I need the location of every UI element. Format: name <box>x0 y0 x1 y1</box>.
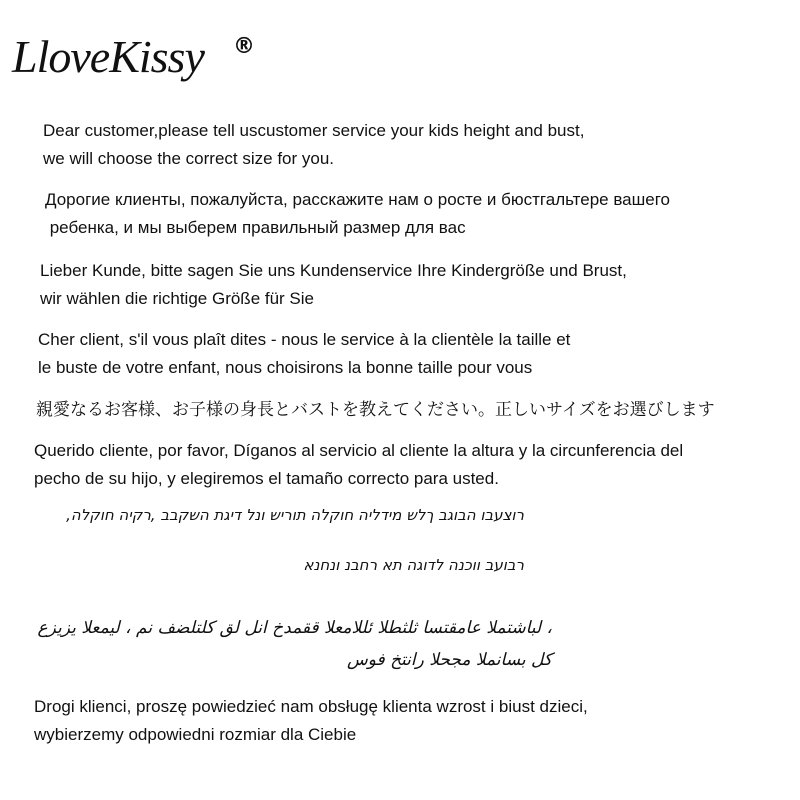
message-line: pecho de su hijo, y elegiremos el tamaño correcto para usted. <box>34 469 499 488</box>
message-line: Dear customer,please tell uscustomer service your kids height and bust, <box>43 121 585 140</box>
message-line: wir wählen die richtige Größe für Sie <box>40 289 315 308</box>
message-line: wybierzemy odpowiedni rozmiar dla Ciebie <box>34 725 357 744</box>
message-line: we will choose the correct size for you. <box>43 149 335 168</box>
message-line: Cher client, s'il vous plaît dites - nous le service à la clientèle la taille et <box>38 330 571 349</box>
registered-trademark-icon: ® <box>233 34 255 59</box>
message-hebrew-line-2: רבועב ווכנה לדוגה תא רחבנ ונחנא <box>303 556 524 574</box>
message-hebrew-line-1: רוצעבו הבוגב ךלש מידליה חוקלה תוריש ונל דיגת השקבב ,רקיה חוקלה, <box>66 506 524 524</box>
message-japanese <box>36 396 715 424</box>
brand-logo: LloveKissy <box>12 31 204 82</box>
message-english <box>43 117 584 173</box>
message-russian <box>45 186 670 242</box>
message-line: Дорогие клиенты, пожалуйста, расскажите нам о росте и бюстгальтере вашего <box>45 190 670 209</box>
message-french <box>38 326 570 382</box>
message-line: ребенка, и мы выберем правильный размер для вас <box>45 218 466 237</box>
message-german <box>40 257 627 313</box>
message-line: le buste de votre enfant, nous choisirons la bonne taille pour vous <box>38 358 533 377</box>
message-arabic-line-1: ، لباشتملا عامقتسا ثلثطلا ئللامعلا ققمدخ انل لق كلتلضف نم ، ليمعلا يزيزع <box>37 618 552 638</box>
message-arabic-line-2: كل بسانملا مجحلا رانتخ فوس <box>347 650 552 670</box>
message-line: Drogi klienci, proszę powiedzieć nam obsługę klienta wzrost i biust dzieci, <box>34 697 588 716</box>
message-spanish <box>34 437 683 493</box>
message-line: 親愛なるお客様、お子様の身長とバストを教えてください。正しいサイズをお選びします <box>36 400 715 419</box>
message-line: Lieber Kunde, bitte sagen Sie uns Kundenservice Ihre Kindergröße und Brust, <box>40 261 627 280</box>
message-polish <box>34 693 588 749</box>
message-line: Querido cliente, por favor, Díganos al servicio al cliente la altura y la circunferencia del <box>34 441 684 460</box>
